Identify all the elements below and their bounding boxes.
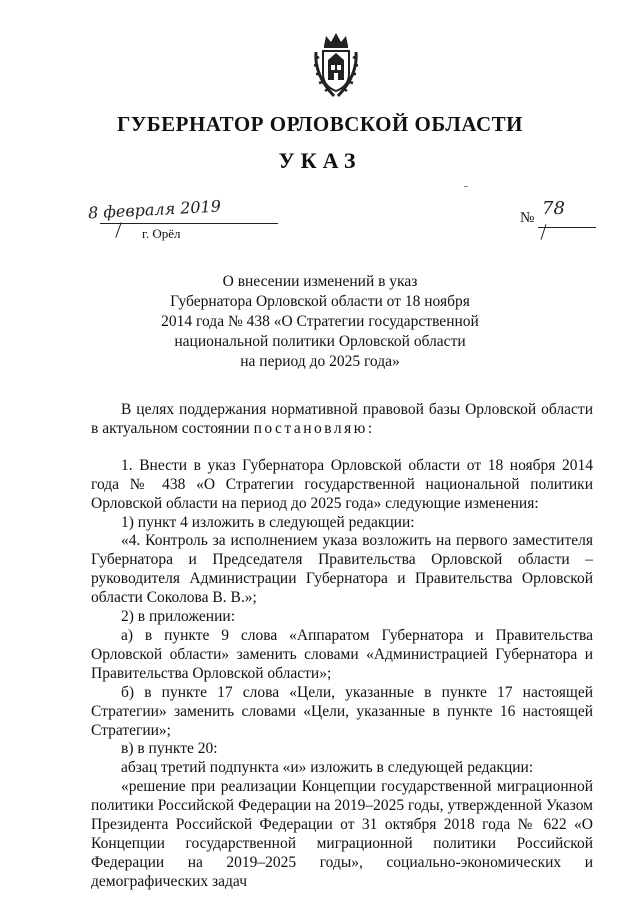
- clause-1: 1. Внести в указ Губернатора Орловской области от 18 ноября 2014 года № 438 «О Стратегии государственной национальной политики Орловской области на период до 2025 года» следующие изменения:: [91, 456, 593, 512]
- subject-line: национальной политики Орловской области: [174, 333, 466, 350]
- item-v: в) в пункте 20:: [121, 740, 218, 758]
- number-underline: [538, 227, 596, 228]
- subject-line: на период до 2025 года»: [240, 353, 400, 370]
- governor-title: ГУБЕРНАТОР ОРЛОВСКОЙ ОБЛАСТИ: [116, 112, 524, 136]
- preamble-text: В целях поддержания нормативной правовой базы Орловской области в актуальном состоянии: [91, 401, 593, 437]
- subject-line: 2014 года № 438 «О Стратегии государственной: [161, 313, 479, 330]
- item-b: б) в пункте 17 слова «Цели, указанные в пункте 17 настоящей Стратегии» заменить словами «Цели, указанные в пункте 16 настоящей Стратегии»;: [91, 683, 593, 739]
- new-paragraph-text: «решение при реализации Концепции государственной миграционной политики Российской Федерации на 2019–2025 годы, утвержденной Указом Президента Российской Федерации от 31 октября 2018 года № 622 «О Концепции государственной миграционной политики Российской Федерации на 2019–2025 годы», социально-экономических и демографических задач: [91, 778, 593, 890]
- subject-line: Губернатора Орловской области от 18 ноября: [170, 293, 470, 310]
- scan-mark: [464, 186, 468, 187]
- decree-body: [91, 401, 593, 892]
- date-handwritten: 8 февраля 2019: [87, 196, 222, 223]
- number-label: №: [520, 210, 535, 226]
- subject-line: О внесении изменений в указ: [222, 273, 418, 290]
- paragraph-three-instruction: абзац третий подпункта «и» изложить в следующей редакции:: [121, 759, 534, 777]
- preamble-paragraph: [91, 401, 593, 439]
- city-label: г. Орёл: [142, 226, 181, 241]
- preamble-resolve-word: постановляю:: [253, 419, 375, 437]
- date-slash-mark: [115, 222, 121, 237]
- number-handwritten: 78: [542, 198, 565, 219]
- subclause-2: 2) в приложении:: [121, 608, 235, 626]
- decree-title: УКАЗ: [278, 148, 362, 173]
- item-a: а) в пункте 9 слова «Аппаратом Губернатора и Правительства Орловской области» заменить словами «Администрацией Губернатора и Правительства Орловской области»;: [91, 626, 593, 682]
- subclause-1: 1) пункт 4 изложить в следующей редакции:: [121, 513, 415, 531]
- coat-of-arms-icon: [312, 30, 360, 100]
- decree-subject: [120, 272, 520, 372]
- new-clause-4-text: «4. Контроль за исполнением указа возложить на первого заместителя Губернатора и Председателя Правительства Орловской области – руководителя Администрации Губернатора и Правительства Орловской области Соколова В. В.»;: [91, 532, 593, 607]
- date-underline: [100, 223, 278, 224]
